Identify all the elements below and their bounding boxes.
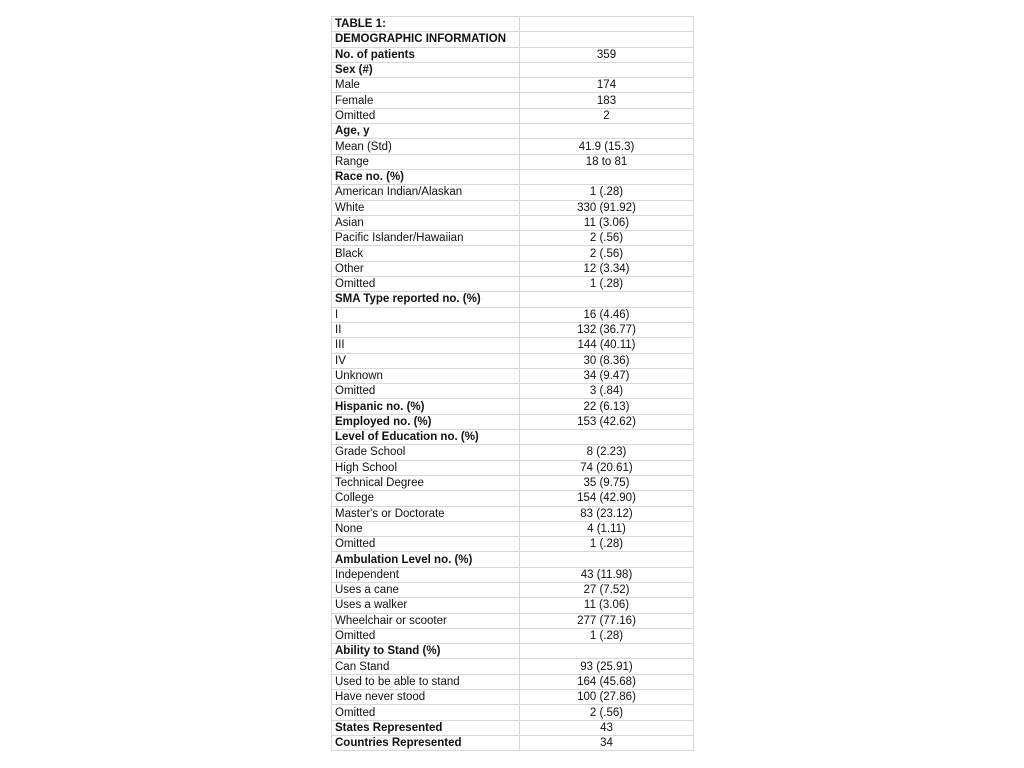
row-label: Pacific Islander/Hawaiian xyxy=(332,231,520,246)
table-row xyxy=(332,628,694,643)
row-label: No. of patients xyxy=(332,47,520,62)
demographic-table xyxy=(331,16,694,751)
row-value: 35 (9.75) xyxy=(520,475,694,490)
row-label: I xyxy=(332,307,520,322)
row-label: Hispanic no. (%) xyxy=(332,399,520,414)
row-label: Grade School xyxy=(332,445,520,460)
table-row xyxy=(332,124,694,139)
row-value: 154 (42.90) xyxy=(520,491,694,506)
row-label: College xyxy=(332,491,520,506)
row-label: Ability to Stand (%) xyxy=(332,644,520,659)
table-row xyxy=(332,537,694,552)
row-label: Wheelchair or scooter xyxy=(332,613,520,628)
row-value: 34 xyxy=(520,735,694,750)
row-value: 8 (2.23) xyxy=(520,445,694,460)
row-value xyxy=(520,430,694,445)
row-label: Employed no. (%) xyxy=(332,414,520,429)
row-value: 1 (.28) xyxy=(520,537,694,552)
row-label: Black xyxy=(332,246,520,261)
row-value: 330 (91.92) xyxy=(520,200,694,215)
row-label: Uses a cane xyxy=(332,582,520,597)
row-value: 174 xyxy=(520,78,694,93)
row-value: 11 (3.06) xyxy=(520,215,694,230)
row-value: 100 (27.86) xyxy=(520,690,694,705)
row-label: II xyxy=(332,322,520,337)
row-value: 43 xyxy=(520,720,694,735)
row-value: 2 (.56) xyxy=(520,705,694,720)
table-row xyxy=(332,169,694,184)
row-value: 16 (4.46) xyxy=(520,307,694,322)
table-row xyxy=(332,674,694,689)
row-value: 83 (23.12) xyxy=(520,506,694,521)
row-label: Age, y xyxy=(332,124,520,139)
row-value: 153 (42.62) xyxy=(520,414,694,429)
row-value xyxy=(520,124,694,139)
row-label: Omitted xyxy=(332,384,520,399)
table-row xyxy=(332,644,694,659)
table-row xyxy=(332,93,694,108)
row-label: Omitted xyxy=(332,108,520,123)
row-value: 11 (3.06) xyxy=(520,598,694,613)
row-label: None xyxy=(332,521,520,536)
row-value: 43 (11.98) xyxy=(520,567,694,582)
row-value: 74 (20.61) xyxy=(520,460,694,475)
table-row xyxy=(332,246,694,261)
row-value xyxy=(520,644,694,659)
row-label: Sex (#) xyxy=(332,62,520,77)
row-value: 2 (.56) xyxy=(520,231,694,246)
table-row xyxy=(332,231,694,246)
table-row xyxy=(332,292,694,307)
row-label: Female xyxy=(332,93,520,108)
table-row xyxy=(332,445,694,460)
row-value: 12 (3.34) xyxy=(520,261,694,276)
demographic-table-body xyxy=(332,17,694,751)
table-row xyxy=(332,567,694,582)
row-label: Countries Represented xyxy=(332,735,520,750)
table-row xyxy=(332,720,694,735)
row-value: 2 (.56) xyxy=(520,246,694,261)
row-label: Range xyxy=(332,154,520,169)
table-row xyxy=(332,552,694,567)
table-row xyxy=(332,414,694,429)
row-label: Master's or Doctorate xyxy=(332,506,520,521)
row-label: Level of Education no. (%) xyxy=(332,430,520,445)
row-label: High School xyxy=(332,460,520,475)
row-value xyxy=(520,169,694,184)
table-row xyxy=(332,353,694,368)
row-label: Omitted xyxy=(332,277,520,292)
table-row xyxy=(332,384,694,399)
row-label: Ambulation Level no. (%) xyxy=(332,552,520,567)
table-row xyxy=(332,322,694,337)
row-value: 4 (1.11) xyxy=(520,521,694,536)
table-row xyxy=(332,598,694,613)
table-row xyxy=(332,491,694,506)
table-row xyxy=(332,200,694,215)
table-row xyxy=(332,521,694,536)
table-row xyxy=(332,582,694,597)
table-row xyxy=(332,261,694,276)
row-value: 277 (77.16) xyxy=(520,613,694,628)
row-label: Independent xyxy=(332,567,520,582)
row-label: Technical Degree xyxy=(332,475,520,490)
row-value xyxy=(520,552,694,567)
table-row xyxy=(332,32,694,47)
table-row xyxy=(332,368,694,383)
row-value: 183 xyxy=(520,93,694,108)
row-value: 27 (7.52) xyxy=(520,582,694,597)
row-label: Omitted xyxy=(332,705,520,720)
row-label: Have never stood xyxy=(332,690,520,705)
row-label: Can Stand xyxy=(332,659,520,674)
row-value: 132 (36.77) xyxy=(520,322,694,337)
row-value xyxy=(520,32,694,47)
table-row xyxy=(332,460,694,475)
row-value: 30 (8.36) xyxy=(520,353,694,368)
row-label: American Indian/Alaskan xyxy=(332,185,520,200)
table-row xyxy=(332,185,694,200)
table-row xyxy=(332,430,694,445)
row-label: Other xyxy=(332,261,520,276)
row-label: Omitted xyxy=(332,628,520,643)
table-row xyxy=(332,475,694,490)
row-value xyxy=(520,17,694,32)
row-label: Used to be able to stand xyxy=(332,674,520,689)
row-value: 144 (40.11) xyxy=(520,338,694,353)
table-row xyxy=(332,705,694,720)
row-value: 22 (6.13) xyxy=(520,399,694,414)
row-label: IV xyxy=(332,353,520,368)
row-label: SMA Type reported no. (%) xyxy=(332,292,520,307)
row-label: Uses a walker xyxy=(332,598,520,613)
row-label: Male xyxy=(332,78,520,93)
table-row xyxy=(332,47,694,62)
table-row xyxy=(332,399,694,414)
row-value: 359 xyxy=(520,47,694,62)
row-label: III xyxy=(332,338,520,353)
row-label: States Represented xyxy=(332,720,520,735)
row-value: 164 (45.68) xyxy=(520,674,694,689)
row-value: 1 (.28) xyxy=(520,628,694,643)
row-label: TABLE 1: xyxy=(332,17,520,32)
row-value: 41.9 (15.3) xyxy=(520,139,694,154)
table-row xyxy=(332,506,694,521)
row-label: Mean (Std) xyxy=(332,139,520,154)
row-label: Unknown xyxy=(332,368,520,383)
row-value xyxy=(520,292,694,307)
row-value: 1 (.28) xyxy=(520,277,694,292)
table-row xyxy=(332,17,694,32)
table-row xyxy=(332,154,694,169)
row-label: Race no. (%) xyxy=(332,169,520,184)
row-label: Omitted xyxy=(332,537,520,552)
table-row xyxy=(332,735,694,750)
table-row xyxy=(332,277,694,292)
row-value: 3 (.84) xyxy=(520,384,694,399)
row-value: 1 (.28) xyxy=(520,185,694,200)
row-value: 93 (25.91) xyxy=(520,659,694,674)
table-row xyxy=(332,108,694,123)
row-value: 18 to 81 xyxy=(520,154,694,169)
table-row xyxy=(332,215,694,230)
row-value xyxy=(520,62,694,77)
row-label: DEMOGRAPHIC INFORMATION xyxy=(332,32,520,47)
table-row xyxy=(332,307,694,322)
table-row xyxy=(332,78,694,93)
table-row xyxy=(332,613,694,628)
table-row xyxy=(332,338,694,353)
row-label: White xyxy=(332,200,520,215)
row-value: 2 xyxy=(520,108,694,123)
table-row xyxy=(332,690,694,705)
table-row xyxy=(332,62,694,77)
row-label: Asian xyxy=(332,215,520,230)
table-row xyxy=(332,659,694,674)
table-row xyxy=(332,139,694,154)
row-value: 34 (9.47) xyxy=(520,368,694,383)
